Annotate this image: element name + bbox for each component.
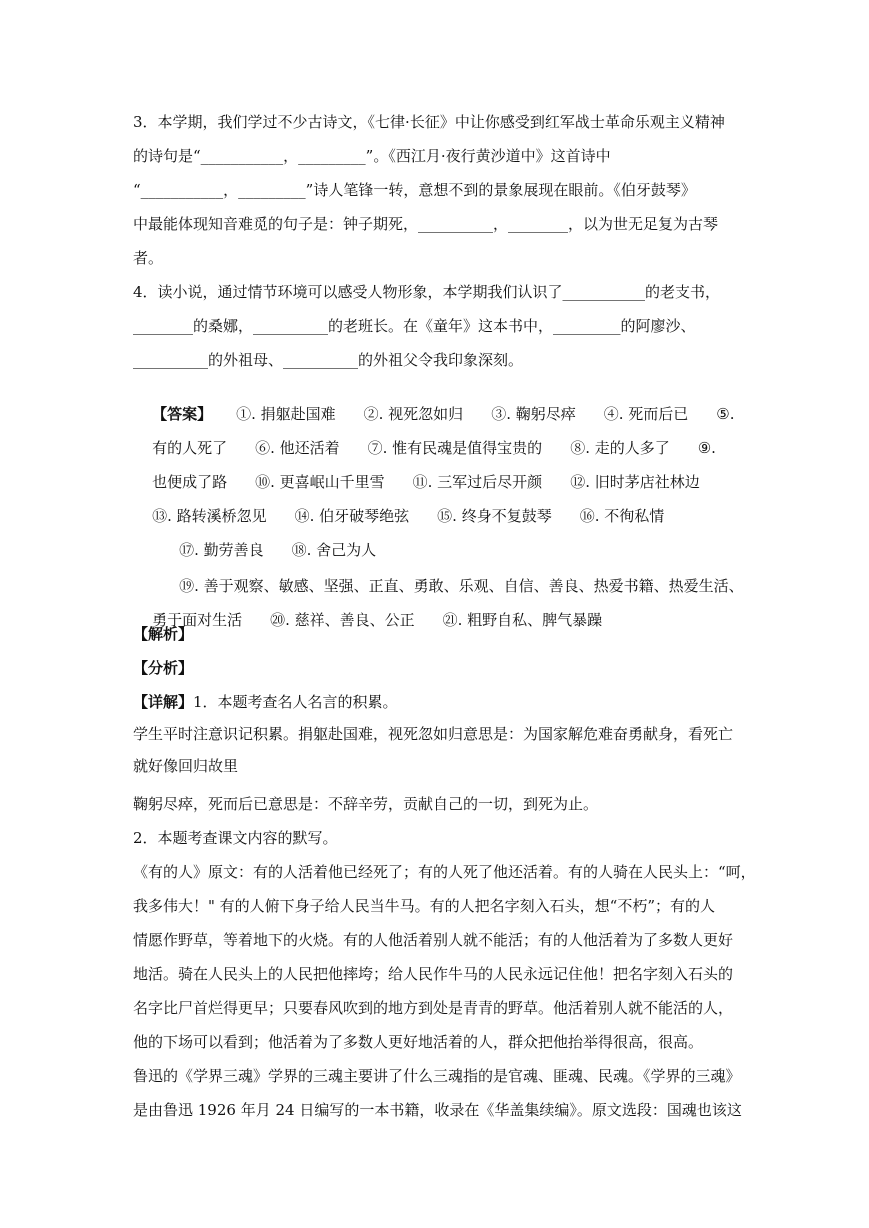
analysis-heading: 【解析】 <box>133 625 194 643</box>
answer-item: ㉑. 粗野自私、脾气暴躁 <box>442 611 603 629</box>
detail-line-1: 【详解】1．本题考查名人名言的积累。 <box>133 693 398 711</box>
answer-item: ⑲. 善于观察、敏感、坚强、正直、勇敢、乐观、自信、善良、热爱书籍、热爱生活、 <box>179 577 744 595</box>
detail-line-2: 学生平时注意识记积累。捐躯赴国难，视死忽如归意思是：为国家解危难奋勇献身，看死亡 <box>133 725 734 743</box>
answer-item: ⑨. <box>697 439 716 457</box>
detail-line-6: 《有的人》原文：有的人活着他已经死了；有的人死了他还活着。有的人骑在人民头上：“呵， <box>133 863 756 881</box>
breakdown-heading: 【分析】 <box>133 659 194 677</box>
answer-item: ①. 捐躯赴国难 <box>236 405 336 423</box>
answer-item: ⑫. 旧时茅店社林边 <box>570 473 700 491</box>
question-3-line-5: 者。 <box>133 249 164 267</box>
answer-item: ⑮. 终身不复鼓琴 <box>437 507 552 525</box>
detail-line-8: 情愿作野草，等着地下的火烧。有的人他活着别人就不能活；有的人他活着为了多数人更好 <box>133 931 734 949</box>
question-4-line-2: ________的桑娜，__________的老班长。在《童年》这本书中，_________的阿廖沙、 <box>133 317 696 335</box>
detail-line-10: 名字比尸首烂得更早；只要春风吹到的地方到处是青青的野草。他活着别人就不能活的人， <box>133 999 734 1017</box>
answer-item: ⑥. 他还活着 <box>255 439 340 457</box>
detail-line-9: 地活。骑在人民头上的人民把他摔垮；给人民作牛马的人民永远记住他！把名字刻入石头的 <box>133 965 734 983</box>
answer-item: ⑩. 更喜岷山千里雪 <box>255 473 385 491</box>
detail-line-3: 就好像回归故里 <box>133 757 239 775</box>
answer-item: ③. 鞠躬尽瘁 <box>491 405 576 423</box>
answer-item: ⑯. 不徇私情 <box>579 507 665 525</box>
answer-item: ⑳. 慈祥、善良、公正 <box>270 611 415 629</box>
question-4-line-3: __________的外祖母、__________的外祖父令我印象深刻。 <box>133 351 524 369</box>
detail-line-13: 是由鲁迅 1926 年月 24 日编写的一本书籍，收录在《华盖集续编》。原文选段：国魂也该这 <box>133 1101 742 1119</box>
answer-item: ②. 视死忽如归 <box>363 405 464 423</box>
answer-item: ⑤. <box>716 405 735 423</box>
answer-item: ⑬. 路转溪桥忽见 <box>152 507 267 525</box>
question-3-line-4: 中最能体现知音难觅的句子是：钟子期死，__________，________，以为世无足复为古琴 <box>133 215 719 233</box>
answer-item: ⑰. 勤劳善良 <box>179 541 264 559</box>
question-3-line-1: 3．本学期，我们学过不少古诗文，《七律·长征》中让你感受到红军战士革命乐观主义精神 <box>133 113 725 131</box>
detail-line-4: 鞠躬尽瘁，死而后已意思是：不辞辛劳，贡献自己的一切，到死为止。 <box>133 795 599 813</box>
question-4-line-1: 4．读小说，通过情节环境可以感受人物形象，本学期我们认识了___________的老支书， <box>133 283 721 301</box>
detail-label: 【详解】 <box>133 693 194 711</box>
answer-line-7 <box>133 590 602 650</box>
detail-line-11: 他的下场可以看到；他活着为了多数人更好地活着的人，群众把他抬举得很高，很高。 <box>133 1033 704 1051</box>
answer-item: 有的人死了 <box>152 439 228 457</box>
answer-item: ⑱. 舍己为人 <box>291 541 377 559</box>
detail-line-12: 鲁迅的《学界三魂》学界的三魂主要讲了什么三魂指的是官魂、匪魂、民魂。《学界的三魂》 <box>133 1067 741 1085</box>
answer-item: 勇于面对生活 <box>152 611 243 629</box>
detail-line-7: 我多伟大！" 有的人俯下身子给人民当牛马。有的人把名字刻入石头，想“不朽”；有的人 <box>133 897 716 915</box>
detail-line-5: 2．本题考查课文内容的默写。 <box>133 829 338 847</box>
answer-label: 【答案】 <box>152 405 213 423</box>
answer-item: ⑭. 伯牙破琴绝弦 <box>294 507 410 525</box>
answer-item: 也便成了路 <box>152 473 228 491</box>
answer-item: ⑧. 走的人多了 <box>570 439 670 457</box>
question-3-line-3: “___________，_________”诗人笔锋一转，意想不到的景象展现在眼前。《伯牙鼓琴》 <box>133 181 696 199</box>
answer-item: ⑦. 惟有民魂是值得宝贵的 <box>367 439 543 457</box>
question-3-line-2: 的诗句是“___________，_________”。《西江月·夜行黄沙道中》这首诗中 <box>133 147 611 165</box>
answer-item: ④. 死而后已 <box>603 405 689 423</box>
answer-item: ⑪. 三军过后尽开颜 <box>412 473 543 491</box>
